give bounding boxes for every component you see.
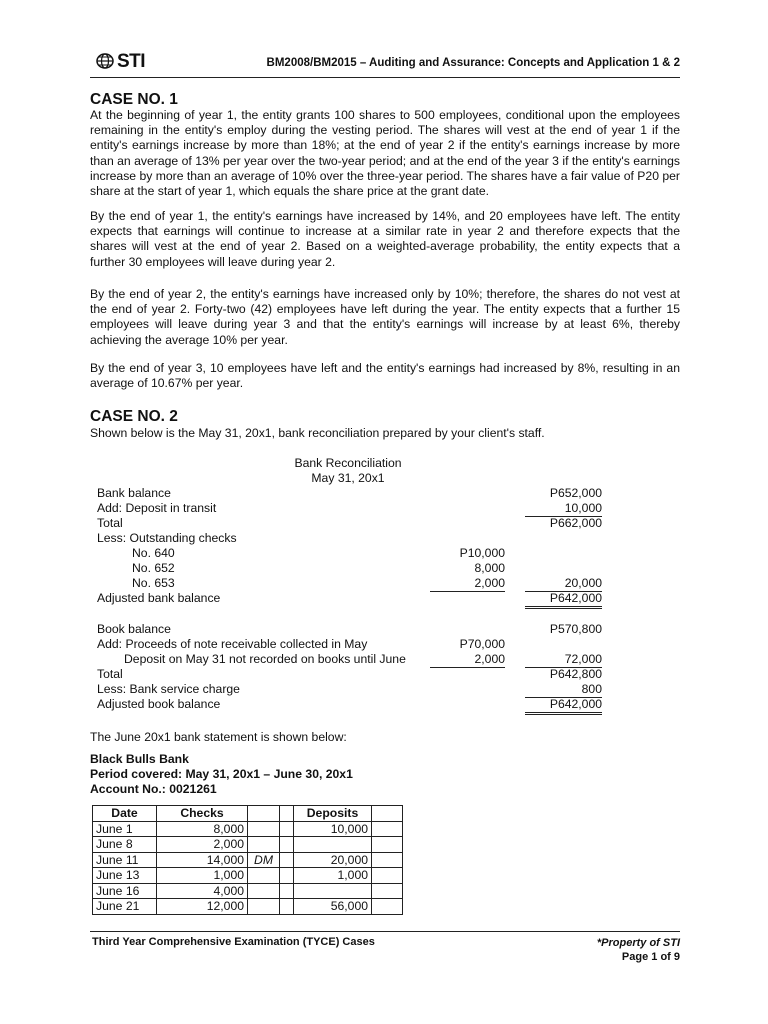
case1-title: CASE NO. 1 <box>90 91 178 108</box>
footer-divider <box>90 931 680 932</box>
table-row: June 21 12,000 56,000 <box>93 899 403 915</box>
total-2-label: Total <box>97 667 123 681</box>
property-notice: *Property of STI <box>596 937 680 949</box>
case1-paragraph-3: By the end of year 2, the entity's earnings have increased only by 10%; therefore, the shares do not vest at the end of year 2. Forty-two (42) employees have left during the year. The entity expects that a further 15 employees will leave during year 3 and that the entity's earnings will increase by at least 6%, thereby achieving the average 10% per year. <box>90 287 680 347</box>
adjusted-bank-value: P642,000 <box>525 591 602 609</box>
note-receivable-amount: P70,000 <box>459 637 505 651</box>
table-row: June 1 8,000 10,000 <box>93 821 403 837</box>
book-balance-label: Book balance <box>97 622 171 636</box>
service-charge-value: 800 <box>525 682 602 698</box>
logo-text: STI <box>117 51 146 72</box>
note-receivable-label: Add: Proceeds of note receivable collected in May <box>97 637 368 651</box>
unrecorded-deposit-amount: 2,000 <box>430 652 505 668</box>
deposit-in-transit-value: 10,000 <box>525 501 602 517</box>
globe-icon <box>96 53 116 69</box>
case1-paragraph-2: By the end of year 1, the entity's earnings have increased by 14%, and 20 employees have left. The entity expects that earnings will continue to increase at a similar rate in year 2 and therefore expects that the shares will vest at the end of year 2. Based on a weighted-average probability, the entity expects that a further 30 employees will leave during year 2. <box>90 209 680 269</box>
service-charge-label: Less: Bank service charge <box>97 682 240 696</box>
table-row: June 13 1,000 1,000 <box>93 868 403 884</box>
bank-balance-label: Bank balance <box>97 486 171 500</box>
total-1-label: Total <box>97 516 123 530</box>
adjusted-book-value: P642,000 <box>525 697 602 715</box>
statement-intro: The June 20x1 bank statement is shown below: <box>90 730 347 744</box>
unrecorded-deposit-label: Deposit on May 31 not recorded on books until June <box>124 652 406 666</box>
check-653-label: No. 653 <box>132 576 175 590</box>
bank-name: Black Bulls Bank <box>90 752 189 766</box>
page-number: Page 1 of 9 <box>621 951 680 963</box>
check-652-label: No. 652 <box>132 561 175 575</box>
check-652-amount: 8,000 <box>474 561 505 575</box>
table-header-row <box>93 806 403 822</box>
table-row: June 16 4,000 <box>93 883 403 899</box>
adjusted-book-label: Adjusted book balance <box>97 697 221 711</box>
total-1-value: P662,000 <box>549 516 602 530</box>
check-653-amount: 2,000 <box>430 576 505 592</box>
bank-statement-table <box>92 805 403 915</box>
outstanding-checks-total: 20,000 <box>525 576 602 592</box>
footer-right <box>450 936 680 964</box>
table-row: June 11 14,000 DM 20,000 <box>93 852 403 868</box>
case2-intro: Shown below is the May 31, 20x1, bank reconciliation prepared by your client's staff. <box>90 426 545 440</box>
statement-period: Period covered: May 31, 20x1 – June 30, 20x1 <box>90 767 353 781</box>
recon-title: Bank Reconciliation <box>294 456 402 470</box>
header-checks: Checks <box>157 806 248 822</box>
case1-paragraph-4: By the end of year 3, 10 employees have left and the entity's earnings had increased by 8%, resulting in an average of 10.67% per year. <box>90 361 680 391</box>
footer-title: Third Year Comprehensive Examination (TYCE) Cases <box>92 936 375 948</box>
total-2-value: P642,800 <box>549 667 602 681</box>
case2-title: CASE NO. 2 <box>90 408 178 425</box>
header-date: Date <box>93 806 157 822</box>
deposit-in-transit-label: Add: Deposit in transit <box>97 501 217 515</box>
additions-total: 72,000 <box>525 652 602 668</box>
account-number: Account No.: 0021261 <box>90 782 217 796</box>
recon-date: May 31, 20x1 <box>311 471 385 485</box>
sti-logo <box>96 51 145 73</box>
check-640-amount: P10,000 <box>459 546 505 560</box>
case1-paragraph-1: At the beginning of year 1, the entity grants 100 shares to 500 employees, conditional upon the employees remaining in the entity's employ during the vesting period. The shares will vest at the end of year 1 if the entity's earnings increase by more than 18%; at the end of year 2 if the entity's earnings increase by more than an average of 13% per year over the two-year period; and at the end of the year 3 if the entity's earnings increase by more than an average of 10% over the three-year period. The shares have a fair value of P20 per share at the start of year 1, which equals the share price at the grant date. <box>90 108 680 199</box>
course-title: BM2008/BM2015 – Auditing and Assurance: Concepts and Application 1 & 2 <box>266 57 680 69</box>
header-deposits: Deposits <box>294 806 372 822</box>
bank-balance-value: P652,000 <box>549 486 602 500</box>
outstanding-checks-label: Less: Outstanding checks <box>97 531 237 545</box>
header-divider <box>90 77 680 78</box>
book-balance-value: P570,800 <box>549 622 602 636</box>
adjusted-bank-label: Adjusted bank balance <box>97 591 221 605</box>
table-row: June 8 2,000 <box>93 837 403 853</box>
check-640-label: No. 640 <box>132 546 175 560</box>
